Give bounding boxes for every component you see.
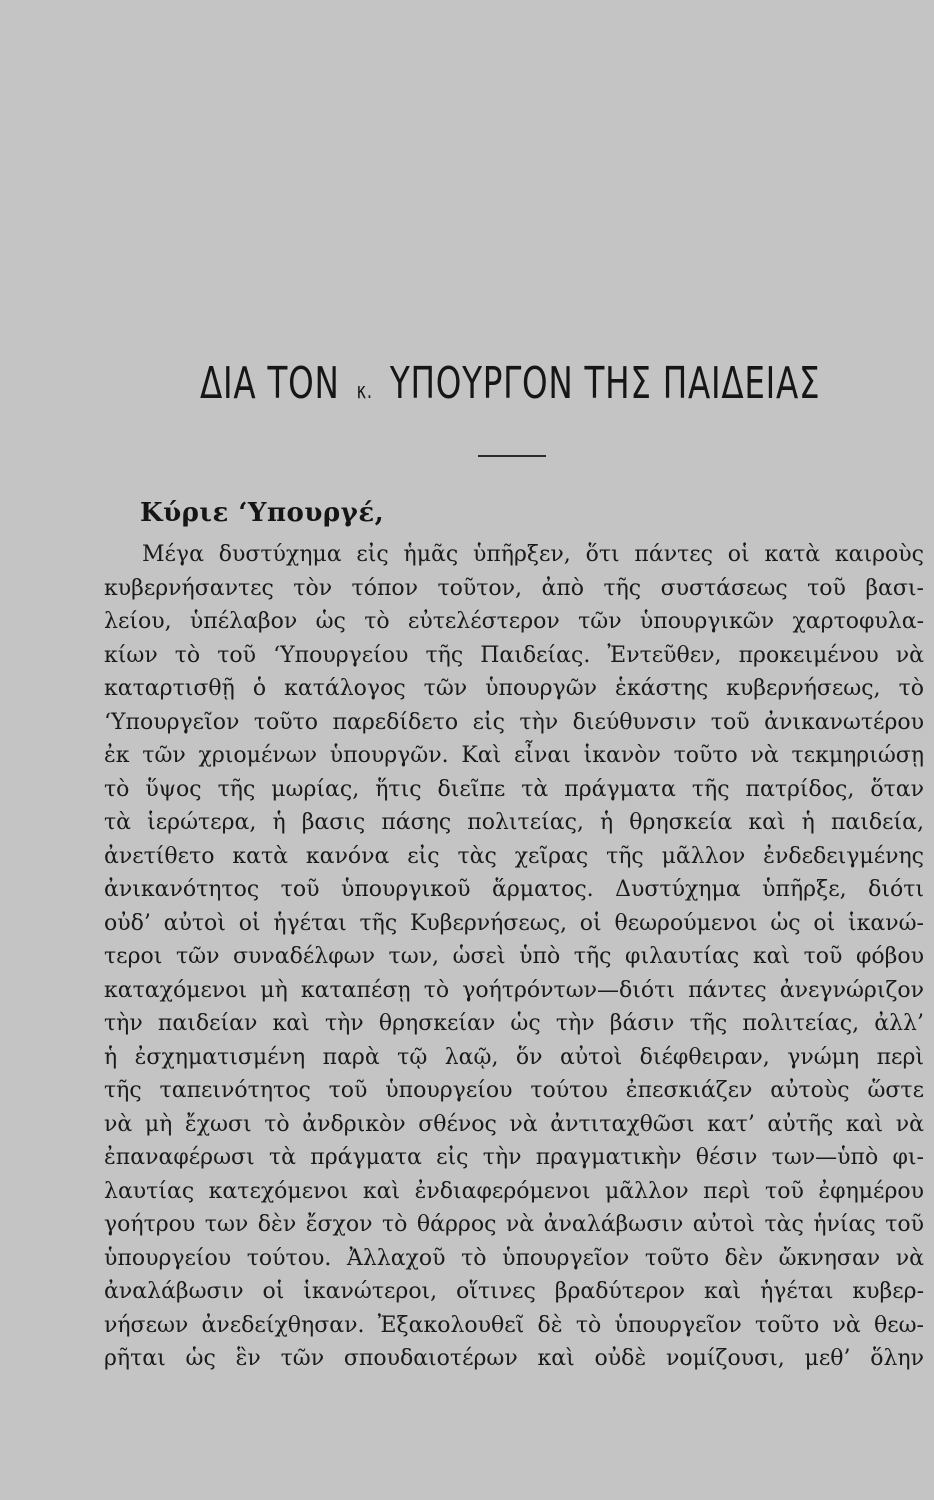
text-line: οὐδ’ αὐτοὶ οἱ ἡγέται τῆς Κυβερνήσεως, οἱ θεωρούμενοι ὡς οἱ ἱκανώ-: [104, 910, 924, 936]
text-line: νὰ μὴ ἔχωσι τὸ ἀνδρικὸν σθένος νὰ ἀντιταχθῶσι κατ’ αὐτῆς καὶ νὰ: [104, 1111, 924, 1137]
text-line: ἐπαναφέρωσι τὰ πράγματα εἰς τὴν πραγματικὴν θέσιν των—ὑπὸ φι-: [104, 1145, 924, 1170]
title-part-1: ΔΙΑ ΤΟΝ: [200, 358, 340, 409]
text-line: κυβερνήσαντες τὸν τόπον τοῦτον, ἀπὸ τῆς συστάσεως τοῦ βασι-: [104, 575, 924, 601]
text-line: λείου, ὑπέλαβον ὡς τὸ εὐτελέστερον τῶν ὑπουργικῶν χαρτοφυλα-: [104, 609, 924, 634]
text-line: καταχόμενοι μὴ καταπέσῃ τὸ γοήτρόντων—διότι πάντες ἀνεγνώριζον: [104, 977, 924, 1003]
page-title: [200, 358, 821, 409]
text-line: ἡ ἐσχηματισμένη παρὰ τῷ λαῷ, ὅν αὐτοὶ διέφθειραν, γνώμη περὶ: [104, 1044, 924, 1070]
text-line: ἀναλάβωσιν οἱ ἱκανώτεροι, οἵτινες βραδύτερον καὶ ἡγέται κυβερ-: [104, 1279, 924, 1304]
salutation: Κύριε ‘Υπουργέ,: [140, 498, 385, 528]
text-line: Μέγα δυστύχημα εἰς ἡμᾶς ὑπῆρξεν, ὅτι πάντες οἱ κατὰ καιροὺς: [142, 542, 924, 567]
text-line: γοήτρου των δὲν ἔσχον τὸ θάρρος νὰ ἀναλάβωσιν αὐτοὶ τὰς ἡνίας τοῦ: [104, 1212, 924, 1237]
text-line: τὴν παιδείαν καὶ τὴν θρησκείαν ὡς τὴν βάσιν τῆς πολιτείας, ἀλλ’: [104, 1011, 924, 1036]
text-line: τὸ ὕψος τῆς μωρίας, ἥτις διεῖπε τὰ πράγματα τῆς πατρίδος, ὅταν: [104, 776, 924, 802]
text-line: νήσεων ἀνεδείχθησαν. Ἐξακολουθεῖ δὲ τὸ ὑπουργεῖον τοῦτο νὰ θεω-: [104, 1312, 924, 1338]
text-line: ἀνετίθετο κατὰ κανόνα εἰς τὰς χεῖρας τῆς μᾶλλον ἐνδεδειγμένης: [104, 843, 924, 869]
text-line: τῆς ταπεινότητος τοῦ ὑπουργείου τούτου ἐπεσκιάζεν αὐτοὺς ὥστε: [104, 1078, 924, 1103]
text-line: τεροι τῶν συναδέλφων των, ὡσεὶ ὑπὸ τῆς φιλαυτίας καὶ τοῦ φόβου: [104, 944, 924, 969]
body-paragraph: [104, 538, 924, 1376]
text-line: ἐκ τῶν χριομένων ὑπουργῶν. Καὶ εἶναι ἱκανὸν τοῦτο νὰ τεκμηριώσῃ: [104, 743, 924, 768]
text-line: ρῆται ὡς ἓν τῶν σπουδαιοτέρων καὶ οὐδὲ νομίζουσι, μεθ’ ὅλην: [104, 1346, 924, 1371]
text-line: ὑπουργείου τούτου. Ἀλλαχοῦ τὸ ὑπουργεῖον τοῦτο δὲν ὤκνησαν νὰ: [104, 1245, 924, 1271]
title-part-2: ΥΠΟΥΡΓΟΝ ΤΗΣ ΠΑΙΔΕΙΑΣ: [389, 358, 821, 409]
text-line: λαυτίας κατεχόμενοι καὶ ἐνδιαφερόμενοι μᾶλλον περὶ τοῦ ἐφημέρου: [104, 1178, 924, 1204]
text-line: τὰ ἱερώτερα, ἡ βασις πάσης πολιτείας, ἡ θρησκεία καὶ ἡ παιδεία,: [104, 810, 924, 835]
title-abbreviation: κ.: [356, 379, 373, 404]
text-line: κίων τὸ τοῦ ‘Υπουργείου τῆς Παιδείας. Ἐντεῦθεν, προκειμένου νὰ: [104, 642, 924, 668]
text-line: ἀνικανότητος τοῦ ὑπουργικοῦ ἅρματος. Δυστύχημα ὑπῆρξε, διότι: [104, 877, 924, 902]
title-divider: [478, 455, 546, 457]
text-line: καταρτισθῇ ὁ κατάλογος τῶν ὑπουργῶν ἑκάστης κυβερνήσεως, τὸ: [104, 676, 924, 701]
text-line: ‘Υπουργεῖον τοῦτο παρεδίδετο εἰς τὴν διεύθυνσιν τοῦ ἀνικανωτέρου: [104, 709, 924, 735]
